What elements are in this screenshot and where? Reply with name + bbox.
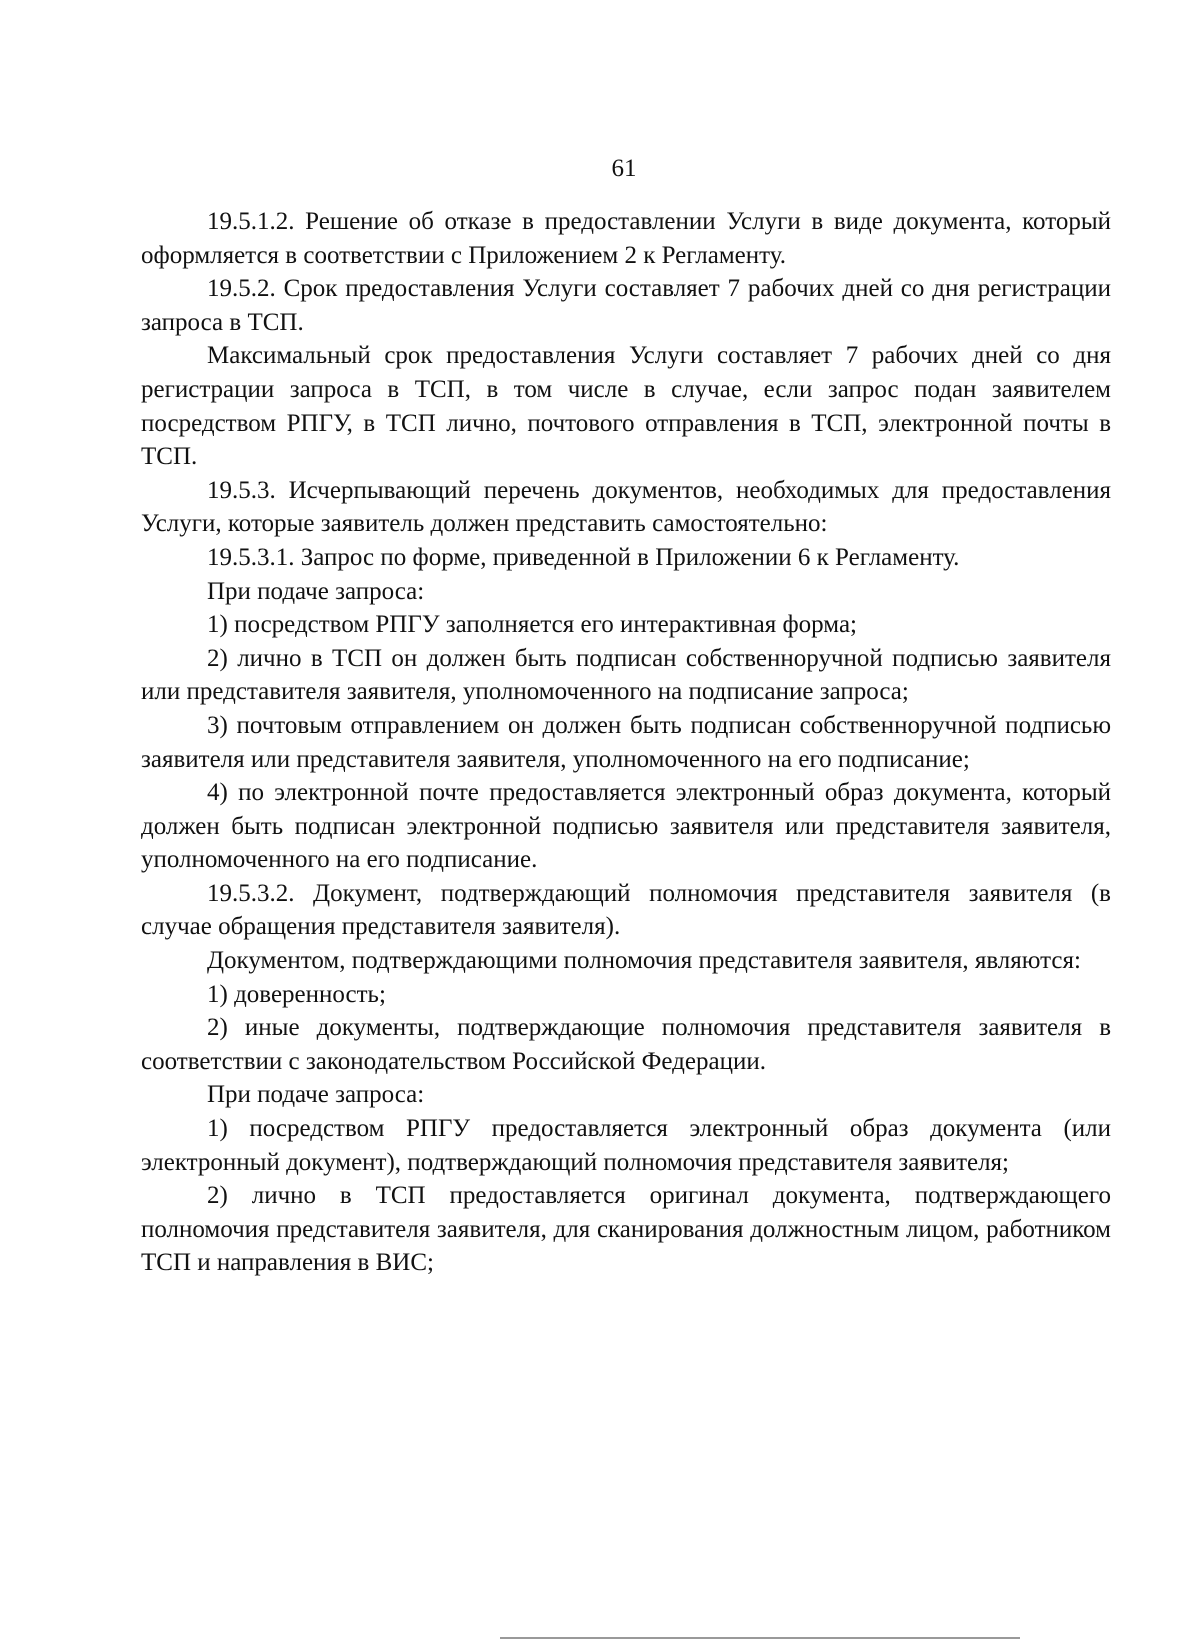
list-item-power-of-attorney: 1) доверенность; bbox=[207, 980, 386, 1008]
list-item-rpgu-form: 1) посредством РПГУ заполняется его интерактивная форма; bbox=[207, 611, 857, 639]
list-item-in-person: 2) лично в ТСП он должен быть подписан собственноручной подписью заявителя или представителя заявителя, уполномоченного на подписание запроса; bbox=[141, 644, 1111, 706]
paragraph-when-submitting-1: При подаче запроса: bbox=[207, 577, 425, 605]
list-item-rpgu-electronic-image: 1) посредством РПГУ предоставляется электронный образ документа (или электронный документ), подтверждающий полномочия представителя заявителя; bbox=[141, 1115, 1111, 1176]
paragraph-19-5-3-2: 19.5.3.2. Документ, подтверждающий полномочия представителя заявителя (в случае обращения представителя заявителя). bbox=[141, 879, 1111, 941]
list-item-postal: 3) почтовым отправлением он должен быть подписан собственноручной подписью заявителя или представителя заявителя, уполномоченного на его подписание; bbox=[141, 711, 1111, 773]
bottom-edge-line bbox=[500, 1637, 1020, 1639]
paragraph-19-5-2: 19.5.2. Срок предоставления Услуги составляет 7 рабочих дней со дня регистрации запроса в ТСП. bbox=[141, 275, 1111, 336]
paragraph-when-submitting-2: При подаче запроса: bbox=[207, 1081, 425, 1109]
list-item-email: 4) по электронной почте предоставляется электронный образ документа, который должен быть подписан электронной подписью заявителя или представителя заявителя, уполномоченного на его подписание. bbox=[141, 779, 1111, 874]
paragraph-19-5-1-2: 19.5.1.2. Решение об отказе в предоставлении Услуги в виде документа, который оформляется в соответствии с Приложением 2 к Регламенту. bbox=[141, 208, 1111, 269]
document-body bbox=[141, 205, 1111, 1280]
paragraph-19-5-3-1: 19.5.3.1. Запрос по форме, приведенной в Приложении 6 к Регламенту. bbox=[207, 543, 960, 571]
list-item-other-documents: 2) иные документы, подтверждающие полномочия представителя заявителя в соответствии с законодательством Российской Федерации. bbox=[141, 1014, 1111, 1075]
list-item-in-person-original: 2) лично в ТСП предоставляется оригинал документа, подтверждающего полномочия представителя заявителя, для сканирования должностным лицом, работником ТСП и направления в ВИС; bbox=[141, 1182, 1111, 1277]
paragraph-authority-documents: Документом, подтверждающими полномочия представителя заявителя, являются: bbox=[207, 947, 1081, 975]
page-number: 61 bbox=[611, 155, 637, 182]
paragraph-max-term: Максимальный срок предоставления Услуги составляет 7 рабочих дней со дня регистрации запроса в ТСП, в том числе в случае, если запрос подан заявителем посредством РПГУ, в ТСП лично, почтового отправления в ТСП, электронной почты в ТСП. bbox=[141, 342, 1111, 471]
paragraph-19-5-3: 19.5.3. Исчерпывающий перечень документов, необходимых для предоставления Услуги, которые заявитель должен представить самостоятельно: bbox=[141, 476, 1111, 538]
